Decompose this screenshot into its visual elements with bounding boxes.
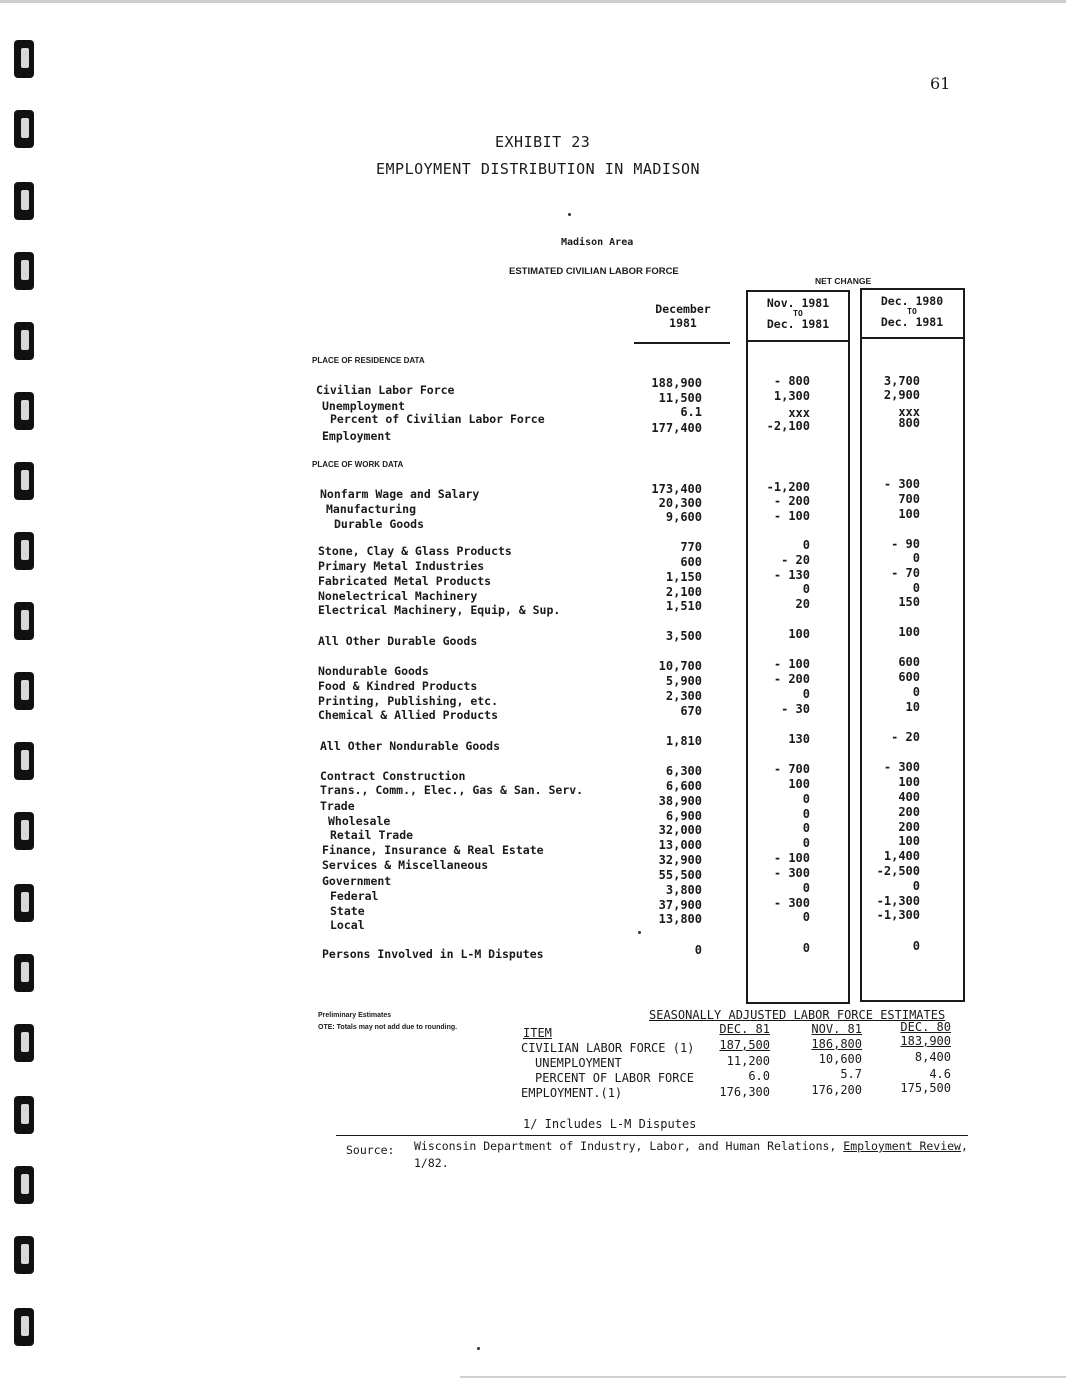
row-value-dec-dec: - 90 (891, 537, 920, 551)
row-value-nov-dec: - 20 (781, 553, 810, 567)
row-value-nov-dec: -1,200 (766, 480, 810, 494)
row-label: Services & Miscellaneous (322, 858, 489, 872)
row-label: Nondurable Goods (318, 664, 429, 678)
row-value-dec1981: 5,900 (665, 674, 702, 688)
binder-hole (14, 812, 34, 850)
column-header-line: Nov. 1981 (766, 296, 830, 310)
row-value-dec-dec: 200 (898, 805, 920, 819)
row-value-dec1981: 9,600 (665, 510, 702, 524)
row-value-dec1981: 37,900 (658, 898, 702, 912)
binder-hole (14, 1236, 34, 1274)
row-value-dec1981: 1,510 (665, 599, 702, 613)
row-value-dec-dec: 200 (898, 820, 920, 834)
row-value-dec-dec: 150 (898, 595, 920, 609)
row-value-dec1981: 2,300 (665, 689, 702, 703)
seasonal-value: 175,500 (900, 1081, 951, 1095)
section-heading-residence: PLACE OF RESIDENCE DATA (312, 356, 425, 365)
seasonal-value: 186,800 (811, 1037, 862, 1051)
row-label: Fabricated Metal Products (318, 574, 492, 588)
row-value-dec1981: 11,500 (658, 391, 702, 405)
binder-hole (14, 954, 34, 992)
row-label: Retail Trade (330, 828, 414, 842)
binder-hole (14, 110, 34, 148)
row-value-nov-dec: - 300 (773, 896, 810, 910)
row-value-dec1981: 55,500 (658, 868, 702, 882)
row-value-dec1981: 600 (680, 555, 702, 569)
row-value-dec-dec: - 70 (891, 566, 920, 580)
source-text: Wisconsin Department of Industry, Labor, and Human Relations, (414, 1139, 837, 1153)
column-header-december-1981 (640, 302, 726, 330)
row-value-dec-dec: 0 (912, 685, 920, 699)
row-value-dec1981: 6.1 (680, 405, 702, 419)
binder-hole (14, 1308, 34, 1346)
row-value-dec-dec: 3,700 (883, 374, 920, 388)
seasonal-value: 8,400 (914, 1050, 951, 1064)
column-header-to: TO (907, 307, 917, 316)
column-header-rule (634, 342, 730, 344)
seasonal-value: 10,600 (818, 1052, 862, 1066)
row-value-dec1981: 13,800 (658, 912, 702, 926)
row-value-dec-dec: 100 (898, 625, 920, 639)
binder-hole (14, 602, 34, 640)
row-value-dec-dec: 100 (898, 834, 920, 848)
row-label: Chemical & Allied Products (318, 708, 499, 722)
row-value-dec-dec: 100 (898, 507, 920, 521)
binder-hole (14, 392, 34, 430)
seasonal-row-label: PERCENT OF LABOR FORCE (535, 1071, 694, 1085)
row-label: Primary Metal Industries (318, 559, 485, 573)
seasonal-item-header: ITEM (523, 1026, 552, 1040)
row-label: Contract Construction (320, 769, 466, 783)
row-value-dec-dec: -1,300 (876, 894, 920, 908)
row-label: All Other Durable Goods (318, 634, 478, 648)
binder-hole (14, 672, 34, 710)
source-citation (414, 1138, 974, 1172)
row-value-dec1981: 770 (680, 540, 702, 554)
page-number: 61 (930, 74, 951, 93)
row-value-dec-dec: 700 (898, 492, 920, 506)
row-label: Electrical Machinery, Equip, & Sup. (318, 603, 561, 617)
binder-hole (14, 40, 34, 78)
row-value-nov-dec: 0 (802, 910, 810, 924)
row-label: Civilian Labor Force (316, 383, 455, 397)
page-bottom-edge (460, 1376, 1066, 1378)
binder-hole (14, 322, 34, 360)
row-value-nov-dec: 0 (802, 836, 810, 850)
seasonal-value: 4.6 (929, 1067, 951, 1081)
row-value-dec-dec: 0 (912, 551, 920, 565)
column-header-nov-to-dec-1981 (750, 296, 846, 331)
seasonal-row-label: CIVILIAN LABOR FORCE (1) (521, 1041, 695, 1055)
row-value-dec-dec: 0 (912, 879, 920, 893)
rounding-note: OTE: Totals may not add due to rounding. (318, 1024, 458, 1031)
binder-hole (14, 252, 34, 290)
row-value-dec-dec: - 20 (891, 730, 920, 744)
row-value-nov-dec: - 200 (773, 672, 810, 686)
row-value-dec1981: 1,810 (665, 734, 702, 748)
row-value-dec-dec: 100 (898, 775, 920, 789)
column-header-rule (746, 340, 850, 342)
seasonal-value: 6.0 (748, 1069, 770, 1083)
row-value-nov-dec: -2,100 (766, 419, 810, 433)
seasonal-table-title: SEASONALLY ADJUSTED LABOR FORCE ESTIMATES (649, 1008, 946, 1022)
seasonal-value: 176,200 (811, 1083, 862, 1097)
row-label: Stone, Clay & Glass Products (318, 544, 512, 558)
row-value-nov-dec: - 100 (773, 509, 810, 523)
row-value-nov-dec: - 300 (773, 866, 810, 880)
row-label: Local (330, 918, 365, 932)
row-label: Percent of Civilian Labor Force (330, 412, 545, 426)
row-value-dec-dec: -1,300 (876, 908, 920, 922)
seasonal-value: 187,500 (719, 1038, 770, 1052)
row-value-dec-dec: -2,500 (876, 864, 920, 878)
row-value-nov-dec: - 100 (773, 851, 810, 865)
row-value-dec-dec: 2,900 (883, 388, 920, 402)
row-value-dec-dec: 0 (912, 581, 920, 595)
seasonal-col-header: DEC. 81 (719, 1022, 770, 1036)
area-label: Madison Area (561, 237, 634, 248)
row-label: Employment (322, 429, 392, 443)
row-value-nov-dec: 0 (802, 941, 810, 955)
row-value-dec-dec: - 300 (883, 477, 920, 491)
row-value-nov-dec: - 800 (773, 374, 810, 388)
column-header-line: 1981 (669, 316, 697, 330)
exhibit-label: EXHIBIT 23 (495, 133, 591, 151)
row-value-nov-dec: 130 (788, 732, 810, 746)
row-value-nov-dec: 0 (802, 792, 810, 806)
row-value-dec1981: 20,300 (658, 496, 702, 510)
row-label: Trans., Comm., Elec., Gas & San. Serv. (320, 783, 584, 797)
scan-speck (638, 931, 641, 934)
row-value-dec-dec: 1,400 (883, 849, 920, 863)
binder-hole (14, 462, 34, 500)
seasonal-value: 11,200 (726, 1054, 770, 1068)
net-change-label: NET CHANGE (815, 276, 872, 286)
row-value-nov-dec: - 30 (781, 702, 810, 716)
row-value-dec-dec: 800 (898, 416, 920, 430)
seasonal-value: 183,900 (900, 1034, 951, 1048)
row-value-dec1981: 3,500 (665, 629, 702, 643)
preliminary-estimates-note: Preliminary Estimates (318, 1012, 392, 1019)
row-value-nov-dec: 0 (802, 538, 810, 552)
row-label: Federal (330, 889, 379, 903)
source-date: , 1/82. (414, 1139, 968, 1170)
row-value-dec1981: 32,900 (658, 853, 702, 867)
row-value-dec1981: 6,300 (665, 764, 702, 778)
footnote: 1/ Includes L-M Disputes (523, 1117, 697, 1131)
row-value-dec1981: 38,900 (658, 794, 702, 808)
row-value-dec-dec: 600 (898, 670, 920, 684)
row-label: Printing, Publishing, etc. (318, 694, 499, 708)
row-value-dec1981: 6,900 (665, 809, 702, 823)
row-value-dec1981: 3,800 (665, 883, 702, 897)
row-value-dec-dec: - 300 (883, 760, 920, 774)
row-value-dec-dec: 600 (898, 655, 920, 669)
row-value-nov-dec: 0 (802, 687, 810, 701)
row-value-dec1981: 670 (680, 704, 702, 718)
seasonal-value: 5.7 (840, 1067, 862, 1081)
row-value-nov-dec: 0 (802, 807, 810, 821)
row-value-dec1981: 177,400 (651, 421, 702, 435)
row-label: All Other Nondurable Goods (320, 739, 501, 753)
row-value-nov-dec: 0 (802, 821, 810, 835)
page-top-edge (0, 0, 1066, 3)
seasonal-value: 176,300 (719, 1085, 770, 1099)
row-value-nov-dec: - 200 (773, 494, 810, 508)
row-value-dec-dec: xxx (898, 405, 920, 419)
source-rule (336, 1135, 968, 1136)
row-value-dec1981: 173,400 (651, 482, 702, 496)
seasonal-row-label: EMPLOYMENT.(1) (521, 1086, 623, 1100)
row-value-nov-dec: 0 (802, 881, 810, 895)
scan-speck (477, 1347, 480, 1350)
row-label: Nonelectrical Machinery (318, 589, 478, 603)
row-value-dec1981: 188,900 (651, 376, 702, 390)
source-label: Source: (346, 1143, 395, 1157)
row-label: Unemployment (322, 399, 406, 413)
row-value-nov-dec: - 100 (773, 657, 810, 671)
row-label: Wholesale (328, 814, 391, 828)
row-value-dec1981: 13,000 (658, 838, 702, 852)
row-value-dec1981: 10,700 (658, 659, 702, 673)
binder-hole (14, 182, 34, 220)
binder-hole (14, 742, 34, 780)
column-header-dec-1980-to-dec-1981 (864, 294, 960, 329)
row-label: Trade (320, 799, 355, 813)
row-value-dec-dec: 0 (912, 939, 920, 953)
page-title: EMPLOYMENT DISTRIBUTION IN MADISON (376, 160, 701, 178)
scan-speck (568, 213, 571, 216)
row-value-dec1981: 2,100 (665, 585, 702, 599)
seasonal-col-header: DEC. 80 (900, 1020, 951, 1034)
row-value-nov-dec: xxx (788, 406, 810, 420)
binder-hole (14, 1096, 34, 1134)
row-value-dec-dec: 10 (905, 700, 920, 714)
row-value-dec1981: 0 (694, 943, 702, 957)
column-header-line: Dec. 1981 (880, 315, 944, 329)
row-value-nov-dec: - 700 (773, 762, 810, 776)
seasonal-row-label: UNEMPLOYMENT (535, 1056, 622, 1070)
row-label: Persons Involved in L-M Disputes (322, 947, 544, 961)
row-value-dec-dec: 400 (898, 790, 920, 804)
row-value-nov-dec: 0 (802, 582, 810, 596)
column-header-line: Dec. 1980 (880, 294, 944, 308)
row-label: Durable Goods (334, 517, 425, 531)
binder-hole (14, 884, 34, 922)
binder-hole (14, 1024, 34, 1062)
column-header-rule (860, 337, 965, 339)
row-value-nov-dec: 1,300 (773, 389, 810, 403)
row-value-nov-dec: 100 (788, 627, 810, 641)
binder-hole (14, 532, 34, 570)
row-value-dec1981: 1,150 (665, 570, 702, 584)
row-label: State (330, 904, 365, 918)
seasonal-col-header: NOV. 81 (811, 1022, 862, 1036)
source-publication: Employment Review (843, 1139, 961, 1153)
row-label: Food & Kindred Products (318, 679, 478, 693)
column-header-line: December (655, 302, 711, 316)
row-label: Manufacturing (326, 502, 417, 516)
section-heading-work: PLACE OF WORK DATA (312, 460, 404, 469)
row-value-nov-dec: 100 (788, 777, 810, 791)
column-header-to: TO (793, 309, 803, 318)
row-value-dec1981: 32,000 (658, 823, 702, 837)
row-value-nov-dec: 20 (795, 597, 810, 611)
binder-hole (14, 1166, 34, 1204)
row-value-nov-dec: - 130 (773, 568, 810, 582)
column-header-line: Dec. 1981 (766, 317, 830, 331)
row-label: Finance, Insurance & Real Estate (322, 843, 544, 857)
table-subtitle: ESTIMATED CIVILIAN LABOR FORCE (509, 266, 679, 277)
row-label: Nonfarm Wage and Salary (320, 487, 480, 501)
row-label: Government (322, 874, 392, 888)
row-value-dec1981: 6,600 (665, 779, 702, 793)
